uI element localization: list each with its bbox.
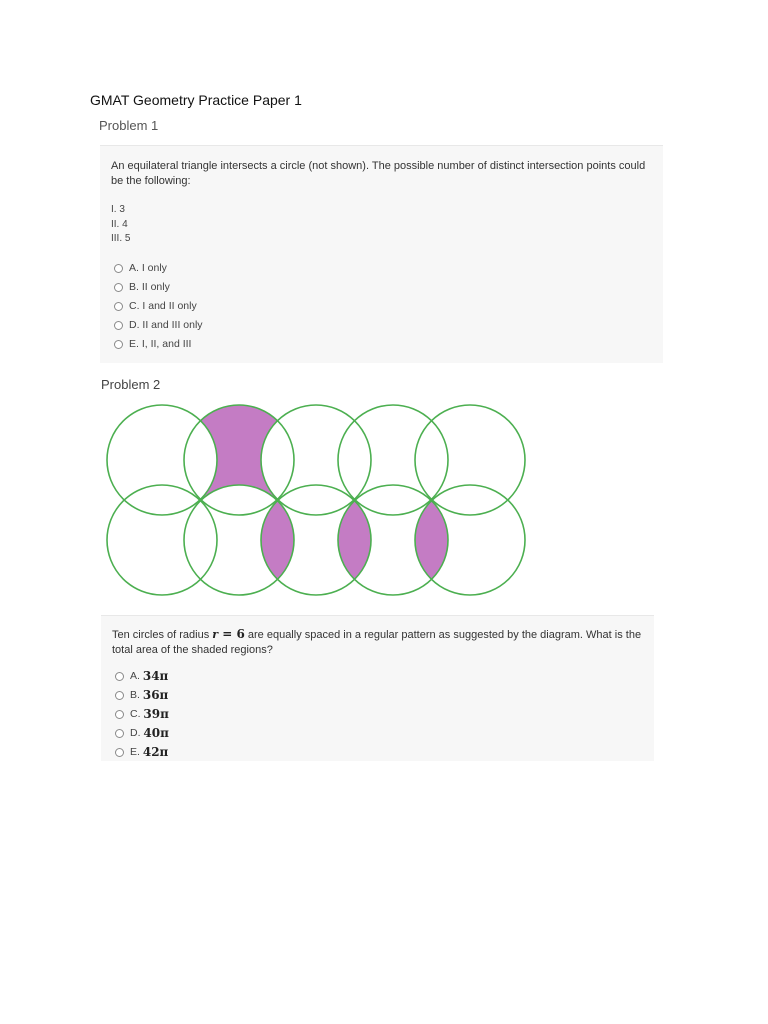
radius-value: = 6: [218, 627, 245, 641]
problem-2-options: [112, 667, 644, 762]
radio-button[interactable]: [115, 691, 124, 700]
problem-2-option-b[interactable]: [112, 686, 644, 705]
problem-2-heading: Problem 2: [101, 377, 161, 392]
radio-button[interactable]: [114, 283, 123, 292]
problem-2-statement: [112, 627, 644, 658]
statement-text: are equally spaced in a regular pattern as suggested by the diagram. What is the total area of the shaded regions?: [112, 629, 642, 656]
radio-button[interactable]: [115, 729, 124, 738]
problem-1-option-a[interactable]: [111, 259, 653, 278]
radius-variable: r: [212, 628, 219, 641]
option-value: 42π: [142, 745, 169, 759]
problem-2-option-e[interactable]: [112, 743, 644, 762]
option-value: 39π: [143, 707, 169, 721]
option-label: D. II and III only: [129, 318, 203, 331]
option-letter: E.: [130, 746, 140, 758]
option-value: 40π: [143, 726, 169, 740]
radio-button[interactable]: [115, 710, 124, 719]
option-letter: D.: [130, 727, 141, 739]
problem-1-roman-list: [111, 203, 653, 247]
problem-1-option-d[interactable]: [111, 316, 653, 335]
radio-button[interactable]: [114, 264, 123, 273]
option-letter: B.: [130, 689, 140, 701]
option-value: 36π: [142, 688, 169, 702]
roman-item: I. 3: [111, 204, 125, 215]
document-title: GMAT Geometry Practice Paper 1: [90, 92, 302, 108]
problem-1-option-c[interactable]: [111, 297, 653, 316]
option-letter: C.: [130, 708, 141, 720]
option-label: B. II only: [129, 280, 170, 293]
radio-button[interactable]: [115, 748, 124, 757]
ten-circles-diagram: [100, 400, 532, 605]
problem-2-option-c[interactable]: [112, 705, 644, 724]
roman-item: III. 5: [111, 233, 131, 244]
problem-1-option-b[interactable]: [111, 278, 653, 297]
shaded-regions: [107, 405, 525, 595]
problem-1-options: [111, 259, 653, 354]
option-label: E. I, II, and III: [129, 337, 192, 350]
problem-2-option-a[interactable]: [112, 667, 644, 686]
option-letter: A.: [130, 670, 140, 682]
roman-item: II. 4: [111, 218, 128, 230]
problem-1-card: [100, 145, 663, 363]
statement-text: Ten circles of radius: [112, 629, 213, 641]
radio-button[interactable]: [114, 302, 123, 311]
shaded-region-top: [107, 405, 371, 595]
problem-1-statement: An equilateral triangle intersects a circle (not shown). The possible number of distinct intersection points could be the following:: [111, 160, 646, 187]
circle-5: [415, 405, 525, 515]
radio-button[interactable]: [114, 340, 123, 349]
problem-2-option-d[interactable]: [112, 724, 644, 743]
radio-button[interactable]: [114, 321, 123, 330]
problem-1-option-e[interactable]: [111, 335, 653, 354]
problem-2-card: [101, 615, 654, 761]
circle-outlines: [107, 405, 525, 595]
radio-button[interactable]: [115, 672, 124, 681]
option-label: C. I and II only: [129, 299, 197, 312]
option-label: A. I only: [129, 261, 167, 274]
problem-1-heading: Problem 1: [99, 118, 159, 133]
option-value: 34π: [142, 669, 169, 683]
